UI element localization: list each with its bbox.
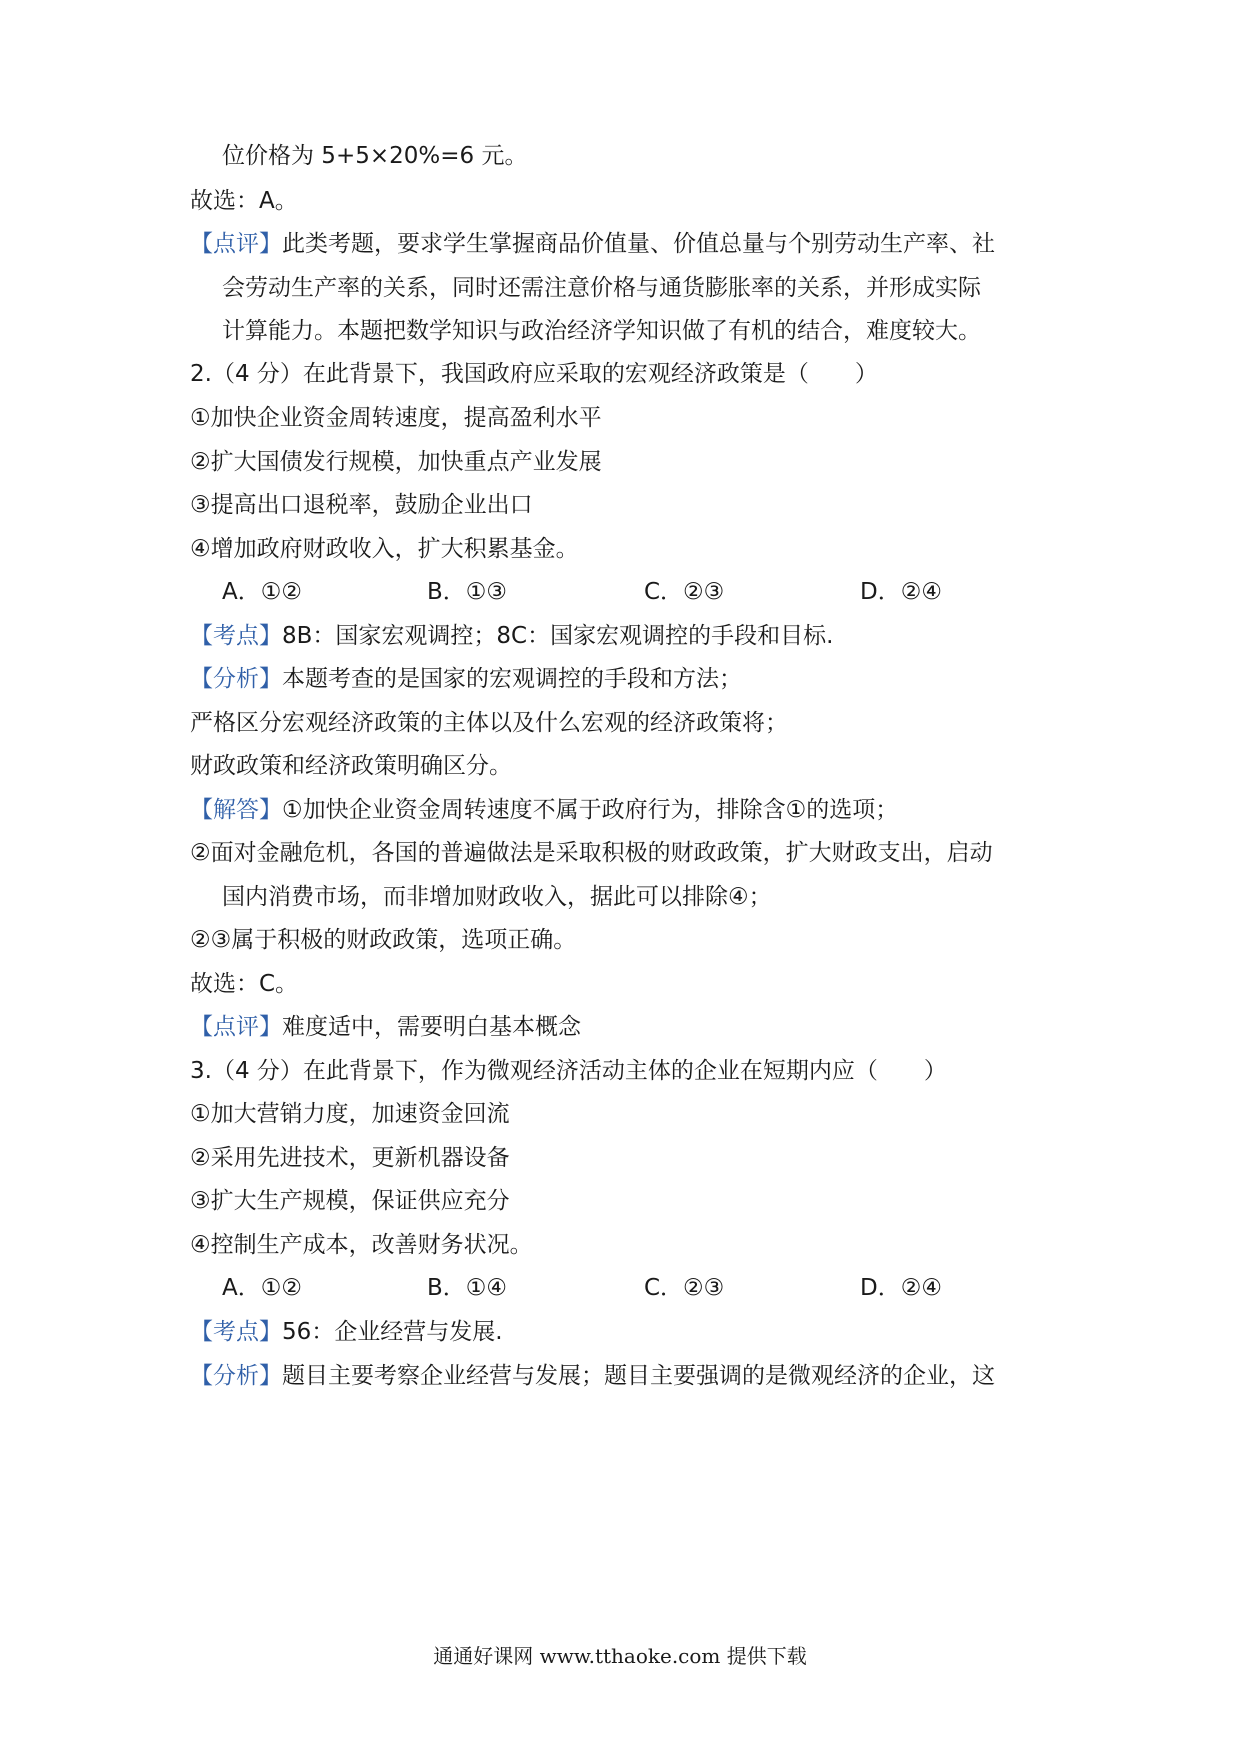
- choice-d: D．②④: [860, 579, 942, 605]
- page-footer: 通通好课网 www.tthaoke.com 提供下载: [433, 1644, 807, 1668]
- comment-tag: 【点评】: [190, 231, 282, 257]
- comment-text: 难度适中，需要明白基本概念: [282, 1014, 581, 1040]
- fenxi-text: 题目主要考察企业经营与发展；题目主要强调的是微观经济的企业，这: [282, 1363, 995, 1389]
- text-line: ②面对金融危机，各国的普遍做法是采取积极的财政政策，扩大财政支出，启动: [190, 840, 993, 866]
- comment-text: 此类考题，要求学生掌握商品价值量、价值总量与个别劳动生产率、社: [282, 231, 995, 257]
- text-line: ②③属于积极的财政政策，选项正确。: [190, 927, 577, 953]
- jieda-line: [190, 795, 898, 825]
- jieda-text: ①加快企业资金周转速度不属于政府行为，排除含①的选项；: [282, 797, 899, 823]
- kaodian-line: [190, 1317, 503, 1347]
- question-2-stem: 2.（4 分）在此背景下，我国政府应采取的宏观经济政策是（ ）: [190, 361, 878, 387]
- kaodian-tag: 【考点】: [190, 623, 282, 649]
- choice-c: C．②③: [644, 579, 725, 605]
- choice-a: A．①②: [222, 579, 302, 605]
- choice-d: D．②④: [860, 1275, 942, 1301]
- text-line: 会劳动生产率的关系，同时还需注意价格与通货膨胀率的关系，并形成实际: [222, 275, 981, 301]
- question-3-option: ①加大营销力度，加速资金回流: [190, 1101, 510, 1127]
- question-2-option: ④增加政府财政收入，扩大积累基金。: [190, 536, 579, 562]
- question-3-option: ③扩大生产规模，保证供应充分: [190, 1188, 510, 1214]
- question-2-option: ②扩大国债发行规模，加快重点产业发展: [190, 449, 602, 475]
- choice-b: B．①③: [427, 579, 508, 605]
- text-line: 财政政策和经济政策明确区分。: [190, 753, 512, 779]
- answer-line: 故选：A。: [190, 188, 298, 214]
- text-line: 位价格为 5+5×20%=6 元。: [222, 143, 528, 169]
- comment-line: [190, 1012, 581, 1042]
- fenxi-tag: 【分析】: [190, 1363, 282, 1389]
- fenxi-tag: 【分析】: [190, 666, 282, 692]
- kaodian-text: 8B：国家宏观调控；8C：国家宏观调控的手段和目标.: [282, 623, 834, 649]
- fenxi-text: 本题考查的是国家的宏观调控的手段和方法；: [282, 666, 742, 692]
- comment-line: [190, 229, 995, 259]
- kaodian-tag: 【考点】: [190, 1319, 282, 1345]
- text-line: 国内消费市场，而非增加财政收入，据此可以排除④；: [222, 884, 772, 910]
- question-2-option: ①加快企业资金周转速度，提高盈利水平: [190, 405, 602, 431]
- kaodian-line: [190, 621, 833, 651]
- question-3-stem: 3.（4 分）在此背景下，作为微观经济活动主体的企业在短期内应（ ）: [190, 1058, 947, 1084]
- comment-tag: 【点评】: [190, 1014, 282, 1040]
- text-line: 严格区分宏观经济政策的主体以及什么宏观的经济政策将；: [190, 710, 788, 736]
- answer-line: 故选：C。: [190, 971, 299, 997]
- choice-b: B．①④: [427, 1275, 508, 1301]
- question-2-option: ③提高出口退税率，鼓励企业出口: [190, 492, 533, 518]
- question-3-option: ④控制生产成本，改善财务状况。: [190, 1232, 533, 1258]
- jieda-tag: 【解答】: [190, 797, 282, 823]
- choice-c: C．②③: [644, 1275, 725, 1301]
- question-3-option: ②采用先进技术，更新机器设备: [190, 1145, 510, 1171]
- kaodian-text: 56：企业经营与发展.: [282, 1319, 503, 1345]
- fenxi-line: [190, 1361, 995, 1391]
- text-line: 计算能力。本题把数学知识与政治经济学知识做了有机的结合，难度较大。: [222, 318, 981, 344]
- choice-a: A．①②: [222, 1275, 302, 1301]
- fenxi-line: [190, 664, 742, 694]
